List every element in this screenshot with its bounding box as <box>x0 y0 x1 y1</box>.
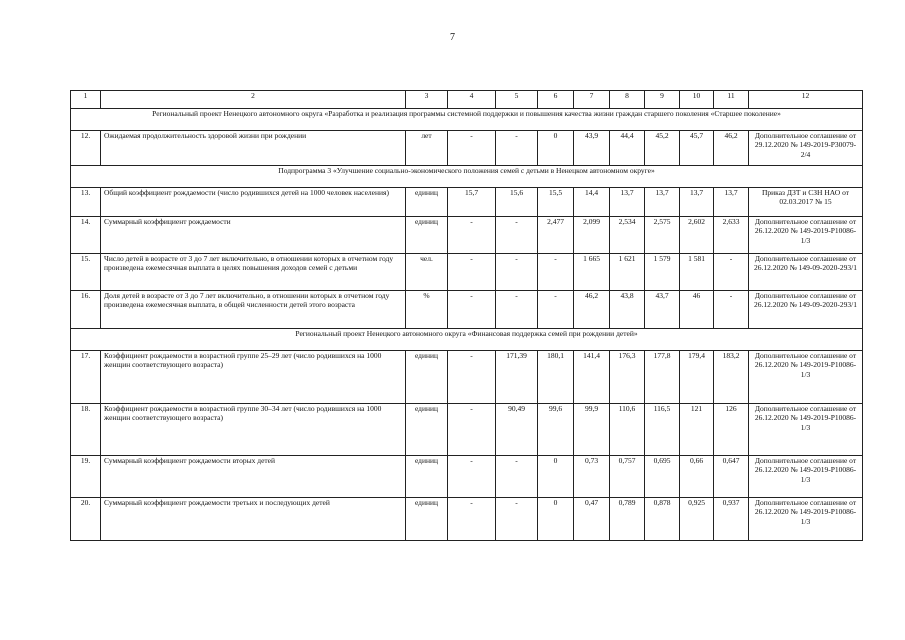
value-cell: 1 579 <box>645 254 680 291</box>
row-number: 16. <box>71 291 101 329</box>
value-cell: 1 621 <box>610 254 645 291</box>
indicators-table <box>70 90 863 541</box>
table-row <box>71 498 863 541</box>
section-row <box>71 329 863 351</box>
row-number: 14. <box>71 217 101 254</box>
table-row <box>71 254 863 291</box>
section-row <box>71 109 863 131</box>
value-cell: - <box>714 254 749 291</box>
unit-cell: единиц <box>406 404 448 456</box>
value-cell: 43,7 <box>645 291 680 329</box>
value-cell: 2,575 <box>645 217 680 254</box>
value-cell: 45,2 <box>645 131 680 166</box>
indicator-name: Суммарный коэффициент рождаемости третьих и последующих детей <box>101 498 406 541</box>
section-title: Региональный проект Ненецкого автономного округа «Финансовая поддержка семей при рождении детей» <box>71 329 863 351</box>
value-cell: 90,49 <box>496 404 538 456</box>
value-cell: 126 <box>714 404 749 456</box>
value-cell: 171,39 <box>496 351 538 404</box>
value-cell: 141,4 <box>574 351 610 404</box>
column-header: 3 <box>406 91 448 109</box>
value-cell: - <box>714 291 749 329</box>
value-cell: 0,647 <box>714 456 749 498</box>
row-number: 13. <box>71 188 101 217</box>
value-cell: - <box>496 217 538 254</box>
table-row <box>71 351 863 404</box>
column-header: 4 <box>448 91 496 109</box>
source-document: Дополнительное соглашение от 26.12.2020 № 149-09-2020-293/1 <box>749 291 863 329</box>
value-cell: - <box>496 498 538 541</box>
table-row <box>71 131 863 166</box>
value-cell: 46,2 <box>574 291 610 329</box>
value-cell: 0 <box>538 498 574 541</box>
value-cell: 0,937 <box>714 498 749 541</box>
column-header: 2 <box>101 91 406 109</box>
page-number: 7 <box>450 32 455 43</box>
unit-cell: единиц <box>406 217 448 254</box>
column-header: 10 <box>680 91 714 109</box>
column-header: 7 <box>574 91 610 109</box>
column-header: 12 <box>749 91 863 109</box>
value-cell: - <box>448 498 496 541</box>
column-header: 5 <box>496 91 538 109</box>
unit-cell: % <box>406 291 448 329</box>
table-row <box>71 217 863 254</box>
source-document: Дополнительное соглашение от 26.12.2020 № 149-2019-Р10086-1/3 <box>749 351 863 404</box>
value-cell: 176,3 <box>610 351 645 404</box>
value-cell: 0,878 <box>645 498 680 541</box>
value-cell: 13,7 <box>680 188 714 217</box>
value-cell: - <box>448 291 496 329</box>
source-document: Дополнительное соглашение от 26.12.2020 № 149-2019-Р10086-1/3 <box>749 498 863 541</box>
value-cell: 15,7 <box>448 188 496 217</box>
source-document: Дополнительное соглашение от 26.12.2020 № 149-2019-Р10086-1/3 <box>749 404 863 456</box>
value-cell: 2,099 <box>574 217 610 254</box>
indicator-name: Общий коэффициент рождаемости (число родившихся детей на 1000 человек населения) <box>101 188 406 217</box>
value-cell: - <box>538 254 574 291</box>
section-row <box>71 166 863 188</box>
value-cell: - <box>448 351 496 404</box>
row-number: 19. <box>71 456 101 498</box>
source-document: Приказ ДЗТ и СЗН НАО от 02.03.2017 № 15 <box>749 188 863 217</box>
value-cell: 2,534 <box>610 217 645 254</box>
row-number: 20. <box>71 498 101 541</box>
value-cell: - <box>496 131 538 166</box>
value-cell: 179,4 <box>680 351 714 404</box>
value-cell: - <box>448 217 496 254</box>
value-cell: 46,2 <box>714 131 749 166</box>
unit-cell: единиц <box>406 498 448 541</box>
row-number: 17. <box>71 351 101 404</box>
source-document: Дополнительное соглашение от 26.12.2020 № 149-09-2020-293/1 <box>749 254 863 291</box>
indicator-name: Коэффициент рождаемости в возрастной группе 30–34 лет (число родившихся на 1000 женщин соответствующего возраста) <box>101 404 406 456</box>
unit-cell: единиц <box>406 351 448 404</box>
table-row <box>71 404 863 456</box>
value-cell: 183,2 <box>714 351 749 404</box>
value-cell: 0,757 <box>610 456 645 498</box>
value-cell: 15,6 <box>496 188 538 217</box>
value-cell: 0 <box>538 456 574 498</box>
source-document: Дополнительное соглашение от 29.12.2020 № 149-2019-Р30079-2/4 <box>749 131 863 166</box>
value-cell: 13,7 <box>645 188 680 217</box>
value-cell: 0,47 <box>574 498 610 541</box>
source-document: Дополнительное соглашение от 26.12.2020 № 149-2019-Р10086-1/3 <box>749 217 863 254</box>
value-cell: 13,7 <box>610 188 645 217</box>
value-cell: 43,8 <box>610 291 645 329</box>
unit-cell: единиц <box>406 188 448 217</box>
value-cell: 2,633 <box>714 217 749 254</box>
value-cell: 116,5 <box>645 404 680 456</box>
value-cell: - <box>496 291 538 329</box>
value-cell: 44,4 <box>610 131 645 166</box>
value-cell: 43,9 <box>574 131 610 166</box>
value-cell: 2,602 <box>680 217 714 254</box>
value-cell: 0,73 <box>574 456 610 498</box>
value-cell: 46 <box>680 291 714 329</box>
indicator-name: Суммарный коэффициент рождаемости вторых детей <box>101 456 406 498</box>
section-title: Региональный проект Ненецкого автономного округа «Разработка и реализация программы системной поддержки и повышения качества жизни граждан старшего поколения «Старшее поколение» <box>71 109 863 131</box>
table-row <box>71 291 863 329</box>
value-cell: 110,6 <box>610 404 645 456</box>
value-cell: 0,925 <box>680 498 714 541</box>
value-cell: 180,1 <box>538 351 574 404</box>
value-cell: - <box>448 404 496 456</box>
row-number: 15. <box>71 254 101 291</box>
value-cell: 121 <box>680 404 714 456</box>
value-cell: - <box>448 456 496 498</box>
column-header: 11 <box>714 91 749 109</box>
value-cell: 13,7 <box>714 188 749 217</box>
column-header: 9 <box>645 91 680 109</box>
value-cell: - <box>448 254 496 291</box>
table-row <box>71 456 863 498</box>
section-title: Подпрограмма 3 «Улучшение социально-экономического положения семей с детьми в Ненецком автономном округе» <box>71 166 863 188</box>
value-cell: 45,7 <box>680 131 714 166</box>
column-header: 8 <box>610 91 645 109</box>
value-cell: 0,66 <box>680 456 714 498</box>
source-document: Дополнительное соглашение от 26.12.2020 № 149-2019-Р10086-1/3 <box>749 456 863 498</box>
indicator-name: Коэффициент рождаемости в возрастной группе 25–29 лет (число родившихся на 1000 женщин соответствующего возраста) <box>101 351 406 404</box>
value-cell: - <box>496 254 538 291</box>
unit-cell: чел. <box>406 254 448 291</box>
column-header: 6 <box>538 91 574 109</box>
value-cell: 99,9 <box>574 404 610 456</box>
value-cell: 99,6 <box>538 404 574 456</box>
value-cell: 2,477 <box>538 217 574 254</box>
value-cell: - <box>538 291 574 329</box>
value-cell: - <box>448 131 496 166</box>
value-cell: - <box>496 456 538 498</box>
value-cell: 177,8 <box>645 351 680 404</box>
value-cell: 0,789 <box>610 498 645 541</box>
indicator-name: Суммарный коэффициент рождаемости <box>101 217 406 254</box>
indicator-name: Число детей в возрасте от 3 до 7 лет включительно, в отношении которых в отчетном году произведена ежемесячная выплата в целях повышения доходов семей с детьми <box>101 254 406 291</box>
unit-cell: лет <box>406 131 448 166</box>
value-cell: 15,5 <box>538 188 574 217</box>
value-cell: 0,695 <box>645 456 680 498</box>
table-row <box>71 188 863 217</box>
column-header: 1 <box>71 91 101 109</box>
unit-cell: единиц <box>406 456 448 498</box>
value-cell: 1 665 <box>574 254 610 291</box>
indicator-name: Доля детей в возрасте от 3 до 7 лет включительно, в отношении которых в отчетном году произведена ежемесячная выплата, в общей численности детей этого возраста <box>101 291 406 329</box>
row-number: 18. <box>71 404 101 456</box>
value-cell: 0 <box>538 131 574 166</box>
value-cell: 14,4 <box>574 188 610 217</box>
header-row <box>71 91 863 109</box>
value-cell: 1 581 <box>680 254 714 291</box>
indicator-name: Ожидаемая продолжительность здоровой жизни при рождении <box>101 131 406 166</box>
row-number: 12. <box>71 131 101 166</box>
